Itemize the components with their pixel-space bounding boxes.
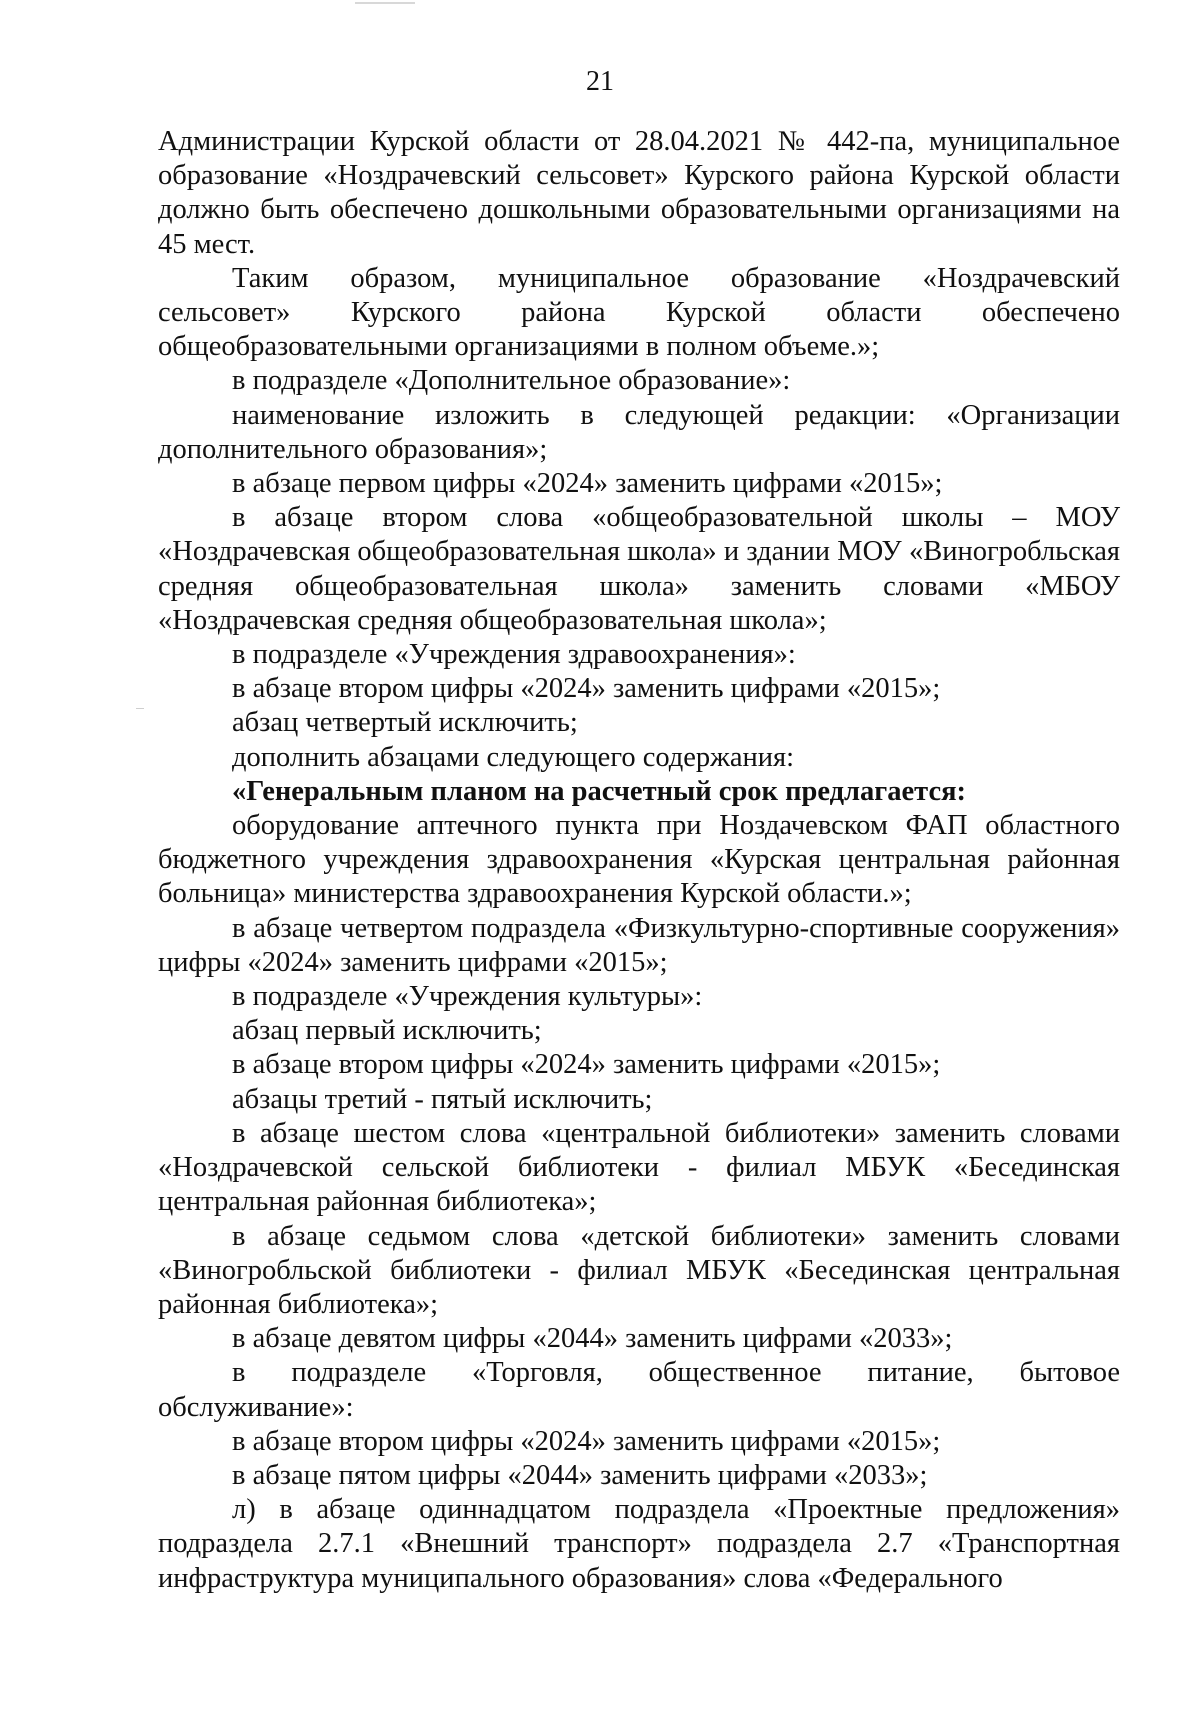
paragraph: в абзаце девятом цифры «2044» заменить цифрами «2033»; (232, 1323, 953, 1355)
margin-mark (136, 708, 144, 709)
paragraph: в абзаце четвертом подраздела «Физкультурно-спортивные сооружения» цифры «2024» заменить цифрами «2015»; (158, 912, 1120, 978)
paragraph: в подразделе «Торговля, общественное питание, бытовое обслуживание»: (158, 1357, 1120, 1423)
paragraph: абзац четвертый исключить; (232, 707, 578, 739)
paragraph-continued: Администрации Курской области от 28.04.2021 № 442-па, муниципальное образование «Ноздрачевский сельсовет» Курского района Курской области должно быть обеспечено дошкольными образовательными организациями на 45 мест. (158, 126, 1120, 260)
scan-artifact (355, 2, 415, 4)
page-number: 21 (586, 66, 614, 97)
paragraph: абзацы третий - пятый исключить; (232, 1083, 653, 1115)
paragraph: дополнить абзацами следующего содержания: (232, 741, 795, 773)
paragraph: в абзаце шестом слова «центральной библиотеки» заменить словами «Ноздрачевской сельской библиотеки - филиал МБУК «Бесединская центральная районная библиотека»; (158, 1117, 1120, 1218)
paragraph: в абзаце втором цифры «2024» заменить цифрами «2015»; (232, 1049, 941, 1081)
paragraph: в абзаце седьмом слова «детской библиотеки» заменить словами «Виногробльской библиотеки - филиал МБУК «Бесединская центральная районная библиотека»; (158, 1220, 1120, 1320)
paragraph: в абзаце пятом цифры «2044» заменить цифрами «2033»; (232, 1459, 928, 1491)
paragraph: абзац первый исключить; (232, 1015, 542, 1047)
paragraph: в абзаце первом цифры «2024» заменить цифрами «2015»; (232, 468, 943, 500)
document-body (158, 125, 1120, 1596)
bold-heading-paragraph: «Генеральным планом на расчетный срок предлагается: (232, 775, 967, 807)
paragraph: в абзаце втором цифры «2024» заменить цифрами «2015»; (232, 1425, 941, 1457)
paragraph: в подразделе «Дополнительное образование»: (232, 365, 791, 397)
paragraph: в абзаце втором слова «общеобразовательной школы – МОУ «Ноздрачевская общеобразовательная школа» и здании МОУ «Виногробльская средняя общеобразовательная школа» заменить словами «МБОУ «Ноздрачевская средняя общеобразовательная школа»; (158, 502, 1120, 636)
paragraph: в абзаце втором цифры «2024» заменить цифрами «2015»; (232, 673, 941, 705)
paragraph: оборудование аптечного пункта при Ноздачевском ФАП областного бюджетного учреждения здравоохранения «Курская центральная районная больница» министерства здравоохранения Курской области.»; (158, 810, 1120, 910)
paragraph: наименование изложить в следующей редакции: «Организации дополнительного образования»; (158, 399, 1120, 465)
paragraph: Таким образом, муниципальное образование «Ноздрачевский сельсовет» Курского района Курской области обеспечено общеобразовательными организациями в полном объеме.»; (158, 262, 1120, 363)
paragraph: л) в абзаце одиннадцатом подраздела «Проектные предложения» подраздела 2.7.1 «Внешний транспорт» подраздела 2.7 «Транспортная инфраструктура муниципального образования» слова «Федерального (158, 1494, 1120, 1594)
paragraph: в подразделе «Учреждения культуры»: (232, 981, 703, 1013)
paragraph: в подразделе «Учреждения здравоохранения»: (232, 639, 796, 671)
